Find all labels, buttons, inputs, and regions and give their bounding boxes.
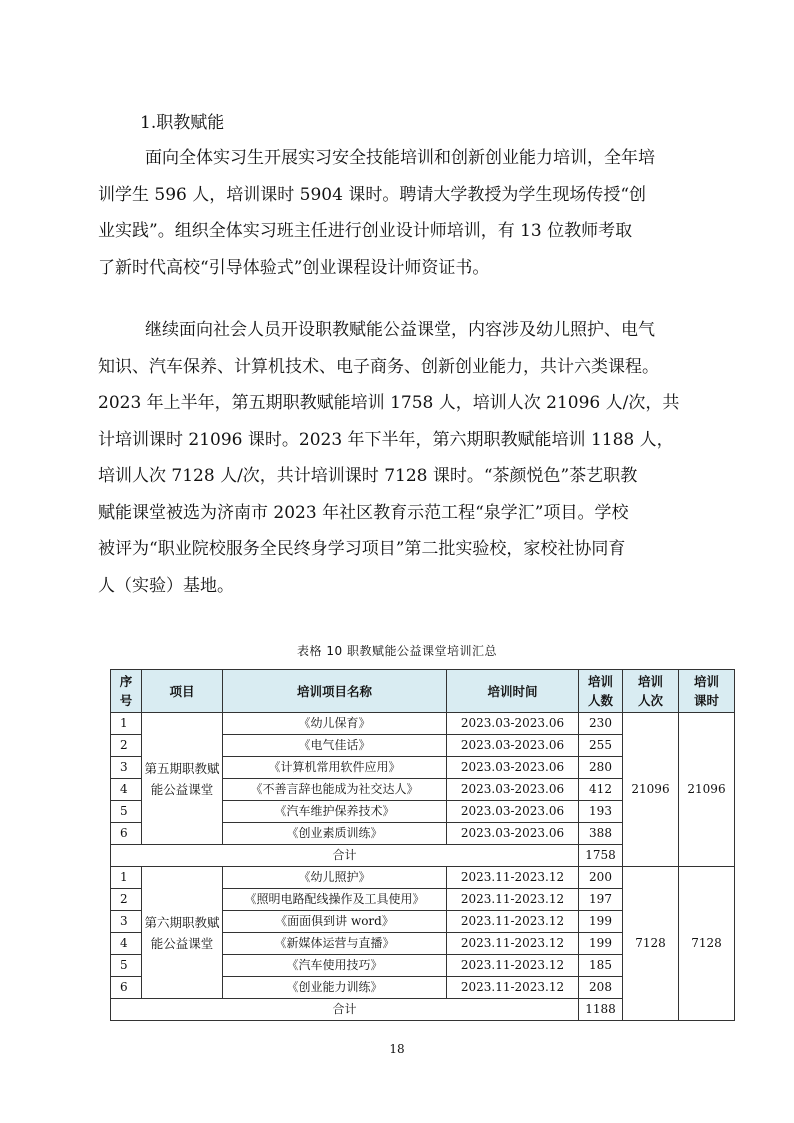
group-item-cell: 第五期职教赋能公益课堂	[142, 713, 223, 845]
table-body	[111, 713, 735, 1021]
period-cell: 2023.11-2023.12	[447, 977, 579, 999]
row-number: 3	[111, 757, 142, 779]
period-cell: 2023.03-2023.06	[447, 713, 579, 735]
row-number: 5	[111, 801, 142, 823]
paragraph-line: 被评为“职业院校服务全民终身学习项目”第二批实验校，家校社协同育	[98, 539, 626, 559]
section-heading: 1.职教赋能	[140, 113, 225, 133]
paragraph-line: 了新时代高校“引导体验式”创业课程设计师资证书。	[98, 257, 490, 278]
header-people: 培训人数	[579, 670, 623, 713]
header-no: 序号	[111, 670, 142, 713]
row-number: 1	[111, 867, 142, 889]
people-cell: 200	[579, 867, 623, 889]
people-cell: 255	[579, 735, 623, 757]
paragraph-line: 知识、汽车保养、计算机技术、电子商务、创新创业能力，共计六类课程。	[98, 356, 659, 377]
people-cell: 199	[579, 933, 623, 955]
course-name-cell: 《计算机常用软件应用》	[223, 757, 447, 779]
course-name-cell: 《汽车使用技巧》	[223, 955, 447, 977]
row-number: 2	[111, 889, 142, 911]
row-number: 6	[111, 823, 142, 845]
header-course: 培训项目名称	[223, 670, 447, 713]
period-cell: 2023.03-2023.06	[447, 801, 579, 823]
period-cell: 2023.11-2023.12	[447, 867, 579, 889]
table-row	[111, 713, 735, 735]
course-name-cell: 《创业能力训练》	[223, 977, 447, 999]
table-row	[111, 867, 735, 889]
period-cell: 2023.11-2023.12	[447, 911, 579, 933]
row-number: 2	[111, 735, 142, 757]
header-item: 项目	[142, 670, 223, 713]
period-cell: 2023.11-2023.12	[447, 889, 579, 911]
period-cell: 2023.03-2023.06	[447, 779, 579, 801]
people-cell: 280	[579, 757, 623, 779]
period-cell: 2023.11-2023.12	[447, 955, 579, 977]
hours-cell: 21096	[679, 713, 735, 867]
visits-cell: 7128	[623, 867, 679, 1021]
period-cell: 2023.03-2023.06	[447, 735, 579, 757]
total-label-cell: 合计	[111, 999, 579, 1021]
row-number: 6	[111, 977, 142, 999]
course-name-cell: 《不善言辞也能成为社交达人》	[223, 779, 447, 801]
paragraph-line: 2023 年上半年，第五期职教赋能培训 1758 人，培训人次 21096 人/次，共	[98, 393, 680, 413]
paragraph-line: 人（实验）基地。	[98, 575, 234, 596]
row-number: 4	[111, 933, 142, 955]
paragraph-line: 计培训课时 21096 课时。2023 年下半年，第六期职教赋能培训 1188 人，	[98, 429, 674, 450]
course-name-cell: 《面面俱到讲 word》	[223, 911, 447, 933]
table-caption: 表格 10 职教赋能公益课堂培训汇总	[297, 644, 497, 658]
table-header-row	[111, 670, 735, 713]
group-item-cell: 第六期职教赋能公益课堂	[142, 867, 223, 999]
row-number: 4	[111, 779, 142, 801]
period-cell: 2023.03-2023.06	[447, 757, 579, 779]
course-name-cell: 《新媒体运营与直播》	[223, 933, 447, 955]
paragraph-line: 面向全体实习生开展实习安全技能培训和创新创业能力培训，全年培	[145, 148, 655, 168]
people-cell: 388	[579, 823, 623, 845]
hours-cell: 7128	[679, 867, 735, 1021]
period-cell: 2023.11-2023.12	[447, 933, 579, 955]
total-people-cell: 1188	[579, 999, 623, 1021]
course-name-cell: 《幼儿照护》	[223, 867, 447, 889]
header-visits: 培训人次	[623, 670, 679, 713]
course-name-cell: 《创业素质训练》	[223, 823, 447, 845]
people-cell: 199	[579, 911, 623, 933]
total-people-cell: 1758	[579, 845, 623, 867]
paragraph-training-students	[98, 140, 698, 286]
paragraph-public-classes	[98, 312, 698, 604]
row-number: 5	[111, 955, 142, 977]
header-period: 培训时间	[447, 670, 579, 713]
paragraph-line: 赋能课堂被选为济南市 2023 年社区教育示范工程“泉学汇”项目。学校	[98, 502, 629, 523]
people-cell: 193	[579, 801, 623, 823]
visits-cell: 21096	[623, 713, 679, 867]
course-name-cell: 《电气佳话》	[223, 735, 447, 757]
training-summary-table	[110, 669, 735, 1021]
paragraph-line: 业实践”。组织全体实习班主任进行创业设计师培训，有 13 位教师考取	[98, 221, 633, 241]
row-number: 3	[111, 911, 142, 933]
people-cell: 412	[579, 779, 623, 801]
paragraph-line: 训学生 596 人，培训课时 5904 课时。聘请大学教授为学生现场传授“创	[98, 184, 647, 205]
course-name-cell: 《汽车维护保养技术》	[223, 801, 447, 823]
page-number: 18	[389, 1042, 405, 1056]
paragraph-line: 继续面向社会人员开设职教赋能公益课堂，内容涉及幼儿照护、电气	[145, 320, 655, 340]
paragraph-line: 培训人次 7128 人/次，共计培训课时 7128 课时。“茶颜悦色”茶艺职教	[98, 466, 638, 486]
period-cell: 2023.03-2023.06	[447, 823, 579, 845]
people-cell: 185	[579, 955, 623, 977]
total-label-cell: 合计	[111, 845, 579, 867]
people-cell: 230	[579, 713, 623, 735]
row-number: 1	[111, 713, 142, 735]
course-name-cell: 《幼儿保育》	[223, 713, 447, 735]
people-cell: 208	[579, 977, 623, 999]
header-hours: 培训课时	[679, 670, 735, 713]
people-cell: 197	[579, 889, 623, 911]
course-name-cell: 《照明电路配线操作及工具使用》	[223, 889, 447, 911]
